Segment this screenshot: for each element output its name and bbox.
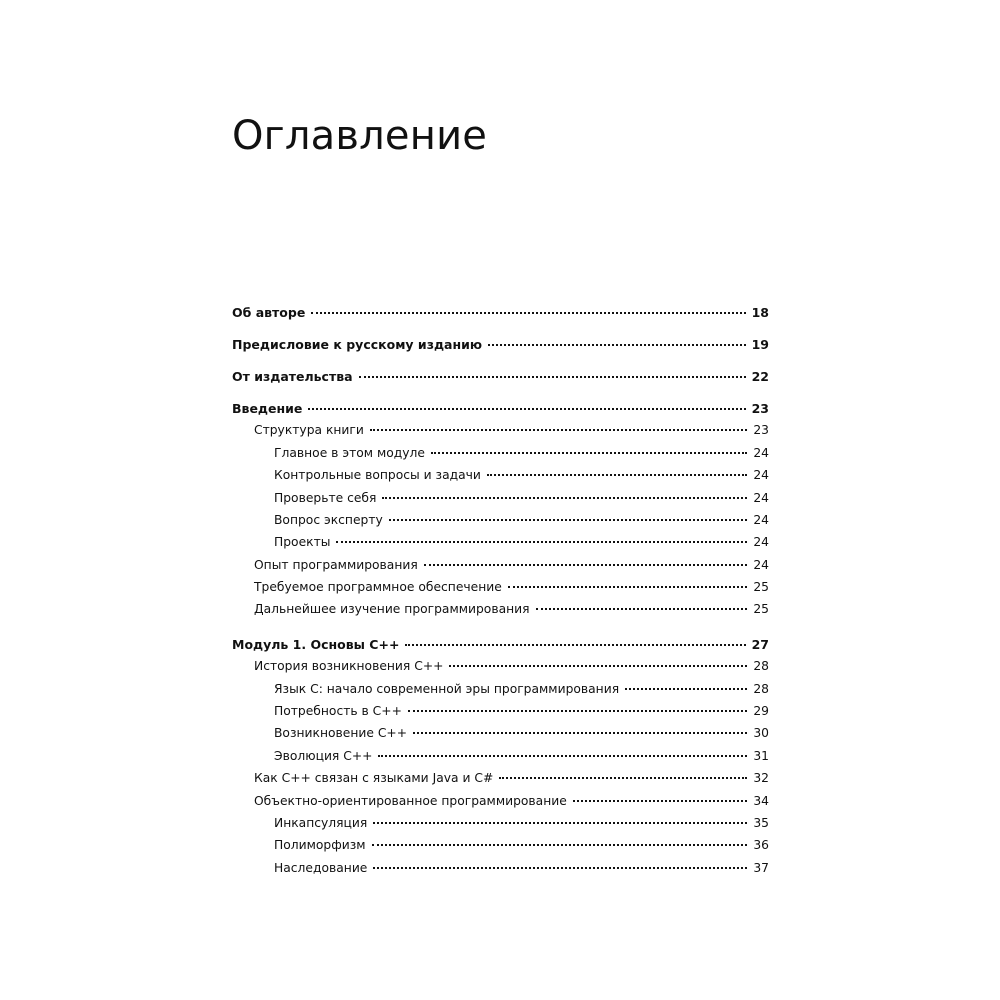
toc-entry[interactable]	[232, 771, 769, 793]
dot-leader	[449, 665, 747, 667]
dot-leader	[424, 564, 748, 566]
toc-entry-title: Возникновение С++	[274, 726, 408, 741]
toc-entry-title: Как С++ связан с языками Java и С#	[254, 771, 494, 786]
toc-entry[interactable]	[232, 580, 769, 602]
dot-leader	[372, 844, 748, 846]
toc-entry-page-number: 22	[751, 368, 769, 384]
dot-leader	[389, 519, 748, 521]
toc-entry-page-number: 24	[753, 490, 769, 505]
dot-leader	[536, 608, 748, 610]
toc-entry-title: Дальнейшее изучение программирования	[254, 602, 530, 617]
toc-entry-page-number: 29	[753, 704, 769, 719]
toc-entry-page-number: 24	[753, 468, 769, 483]
toc-entry-title: Вопрос эксперту	[274, 512, 383, 527]
toc-entry-page-number: 24	[753, 445, 769, 460]
toc-entry-title: Наследование	[274, 860, 368, 875]
dot-leader	[508, 586, 748, 588]
toc-entry-title: От издательства	[232, 368, 353, 384]
dot-leader	[488, 344, 746, 346]
dot-leader	[487, 474, 747, 476]
toc-entry-page-number: 25	[753, 580, 769, 595]
toc-entry-title: История возникновения С++	[254, 659, 444, 674]
toc-entry[interactable]	[232, 749, 769, 771]
toc-entry-page-number: 30	[753, 726, 769, 741]
dot-leader	[431, 452, 747, 454]
toc-entry-page-number: 36	[753, 838, 769, 853]
toc-entry[interactable]	[232, 535, 769, 557]
toc-entry-title: Требуемое программное обеспечение	[254, 580, 502, 595]
toc-entry-page-number: 23	[753, 423, 769, 438]
toc-entry-page-number: 24	[753, 535, 769, 550]
toc-entry[interactable]	[232, 726, 769, 748]
dot-leader	[408, 710, 747, 712]
dot-leader	[378, 755, 747, 757]
dot-leader	[336, 541, 747, 543]
toc-entry-title: Предисловие к русскому изданию	[232, 336, 483, 352]
dot-leader	[359, 376, 746, 378]
dot-leader	[625, 688, 747, 690]
toc-entry-title: Объектно-ориентированное программирование	[254, 793, 567, 808]
toc-entry-page-number: 35	[753, 815, 769, 830]
toc-entry[interactable]	[232, 337, 769, 359]
toc-entry-title: Полиморфизм	[274, 838, 366, 853]
toc-entry[interactable]	[232, 838, 769, 860]
toc-entry[interactable]	[232, 423, 769, 445]
toc-entry[interactable]	[232, 659, 769, 681]
toc-entry-page-number: 24	[753, 557, 769, 572]
toc-entry[interactable]	[232, 637, 769, 659]
toc-entry[interactable]	[232, 558, 769, 580]
dot-leader	[413, 732, 747, 734]
toc-entry-title: Главное в этом модуле	[274, 445, 425, 460]
toc-entry-title: Модуль 1. Основы С++	[232, 636, 400, 652]
toc-entry-page-number: 24	[753, 512, 769, 527]
toc-entry[interactable]	[232, 446, 769, 468]
toc-entry-title: Введение	[232, 400, 303, 416]
toc-entry-title: Проекты	[274, 535, 331, 550]
toc-entry-title: Язык С: начало современной эры программирования	[274, 681, 620, 696]
toc-entry-page-number: 28	[753, 681, 769, 696]
toc-entry-page-number: 18	[751, 305, 769, 320]
toc-entry[interactable]	[232, 816, 769, 838]
toc-entry[interactable]	[232, 513, 769, 535]
toc-entry[interactable]	[232, 369, 769, 391]
toc-entry-title: Опыт программирования	[254, 557, 418, 572]
toc-entry[interactable]	[232, 305, 769, 327]
toc-entry-title: Потребность в С++	[274, 704, 402, 719]
dot-leader	[499, 777, 747, 779]
toc-entry-title: Контрольные вопросы и задачи	[274, 468, 481, 483]
toc-entry[interactable]	[232, 682, 769, 704]
dot-leader	[311, 312, 745, 314]
toc-entry-page-number: 34	[753, 793, 769, 808]
table-of-contents	[232, 305, 769, 883]
toc-entry[interactable]	[232, 468, 769, 490]
toc-entry-page-number: 23	[751, 400, 769, 416]
toc-entry-page-number: 27	[751, 636, 769, 652]
toc-entry-page-number: 31	[753, 748, 769, 763]
toc-entry-page-number: 28	[753, 659, 769, 674]
toc-entry-title: Об авторе	[232, 305, 306, 320]
dot-leader	[382, 497, 747, 499]
toc-entry[interactable]	[232, 704, 769, 726]
dot-leader	[373, 822, 747, 824]
toc-entry-title: Эволюция С++	[274, 748, 373, 763]
toc-entry-title: Проверьте себя	[274, 490, 377, 505]
dot-leader	[373, 867, 747, 869]
toc-entry-page-number: 37	[753, 860, 769, 875]
toc-entry-page-number: 19	[751, 336, 769, 352]
dot-leader	[370, 429, 747, 431]
toc-entry[interactable]	[232, 861, 769, 883]
toc-entry-page-number: 25	[753, 602, 769, 617]
toc-entry-title: Инкапсуляция	[274, 815, 368, 830]
toc-entry[interactable]	[232, 401, 769, 423]
toc-entry[interactable]	[232, 794, 769, 816]
dot-leader	[405, 644, 745, 646]
toc-entry-page-number: 32	[753, 771, 769, 786]
dot-leader	[308, 408, 745, 410]
dot-leader	[573, 800, 748, 802]
toc-entry-title: Структура книги	[254, 423, 364, 438]
page-title: Оглавление	[232, 113, 488, 159]
toc-entry[interactable]	[232, 491, 769, 513]
toc-entry[interactable]	[232, 602, 769, 624]
